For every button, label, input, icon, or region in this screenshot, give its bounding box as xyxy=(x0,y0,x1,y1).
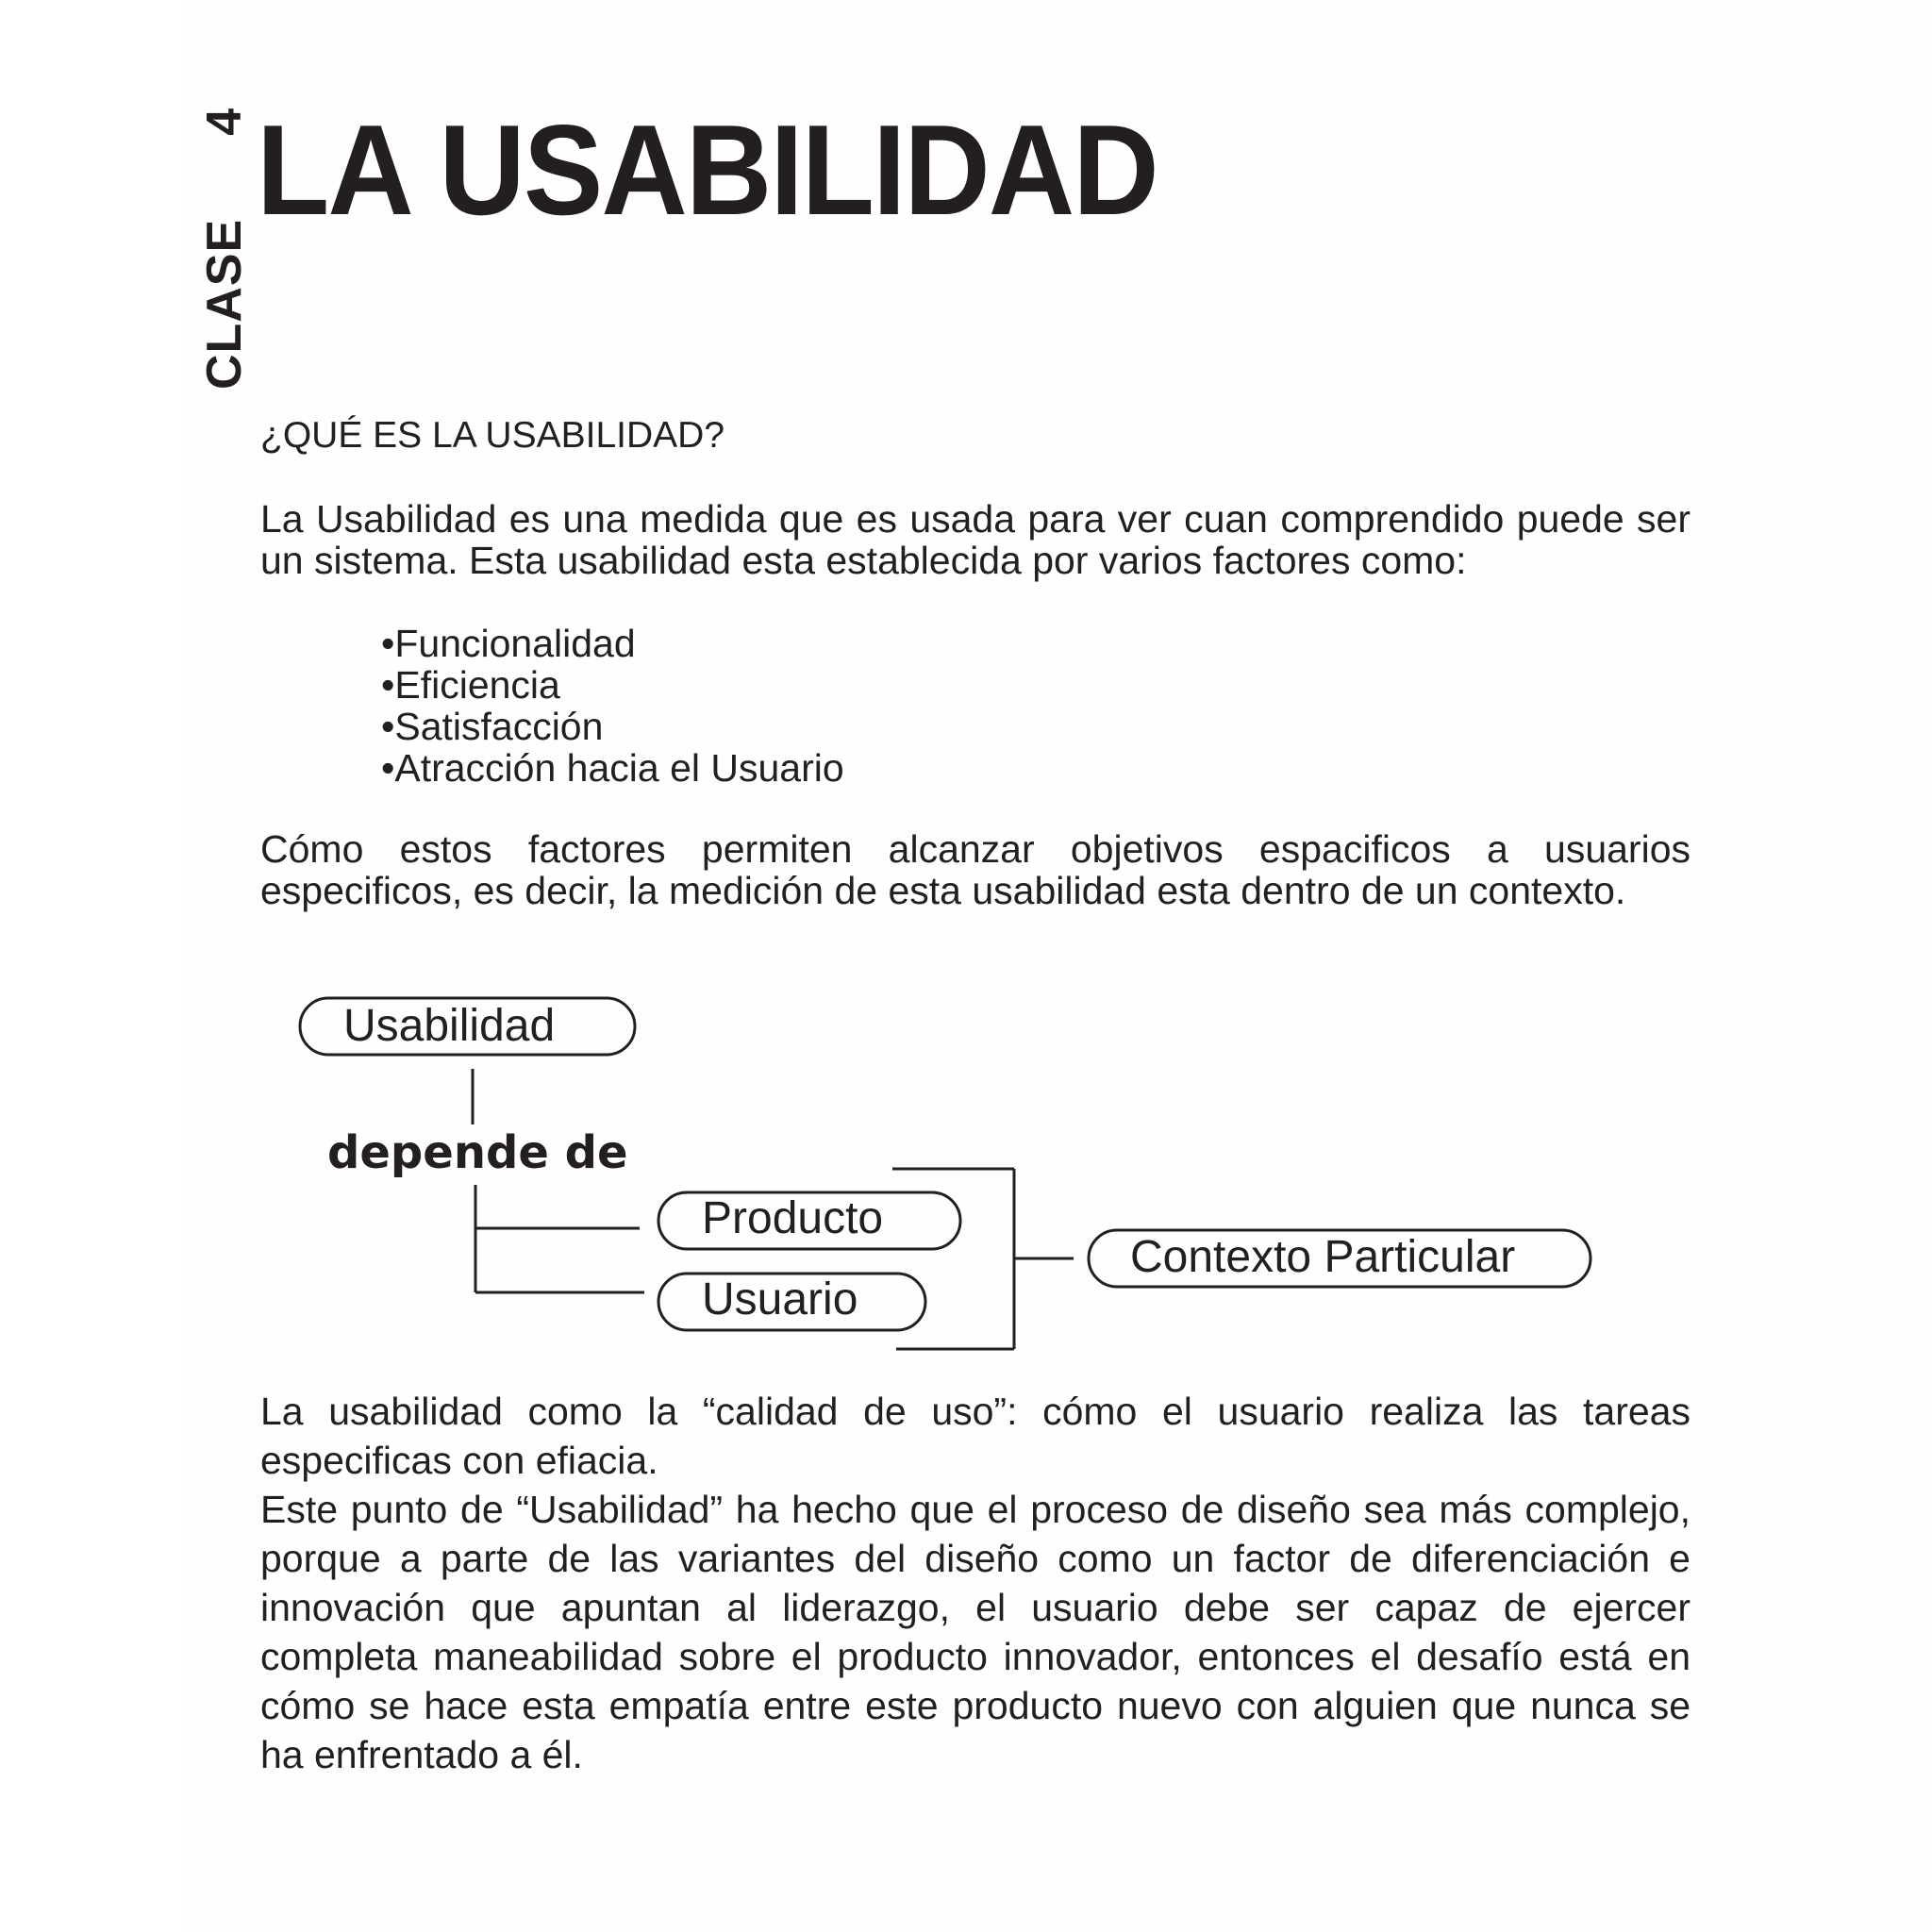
producto-label: Producto xyxy=(702,1193,884,1243)
list-item: • Satisfacción xyxy=(381,706,844,747)
closing-paragraph: Este punto de “Usabilidad” ha hecho que el proceso de diseño sea más complejo, porque a parte de las variantes del diseño como un factor de diferenciación e innovación que apuntan al liderazgo, el usuario debe ser capaz de ejercer completa maneabilidad sobre el producto innovador, entonces el desafío está en cómo se hace esta empatía entre este producto nuevo con alguien que nunca se ha enfrentado a él. xyxy=(260,1488,1690,1776)
context-paragraph: Cómo estos factores permiten alcanzar objetivos espacificos a usuarios especificos, es decir, la medición de esta usabilidad esta dentro de un contexto. xyxy=(260,827,1690,912)
relation-label: depende de xyxy=(327,1126,628,1179)
quality-paragraph: La usabilidad como la “calidad de uso”: cómo el usuario realiza las tareas especificas con efiacia. xyxy=(260,1390,1690,1482)
usabilidad-label: Usabilidad xyxy=(343,1001,556,1051)
list-item: • Atracción hacia el Usuario xyxy=(381,747,844,789)
intro-paragraph: La Usabilidad es una medida que es usada para ver cuan comprendido puede ser un sistema. Esta usabilidad esta establecida por varios factores como: xyxy=(260,497,1690,582)
section-heading: ¿QUÉ ES LA USABILIDAD? xyxy=(260,415,725,456)
lesson-number: 4 xyxy=(197,107,252,136)
lesson-label-text: CLASE xyxy=(197,218,252,390)
contexto-label: Contexto Particular xyxy=(1130,1232,1516,1282)
page-title: LA USABILIDAD xyxy=(257,98,1158,242)
list-item: • Funcionalidad xyxy=(381,623,844,664)
list-item: • Eficiencia xyxy=(381,664,844,706)
usuario-label: Usuario xyxy=(702,1274,858,1324)
